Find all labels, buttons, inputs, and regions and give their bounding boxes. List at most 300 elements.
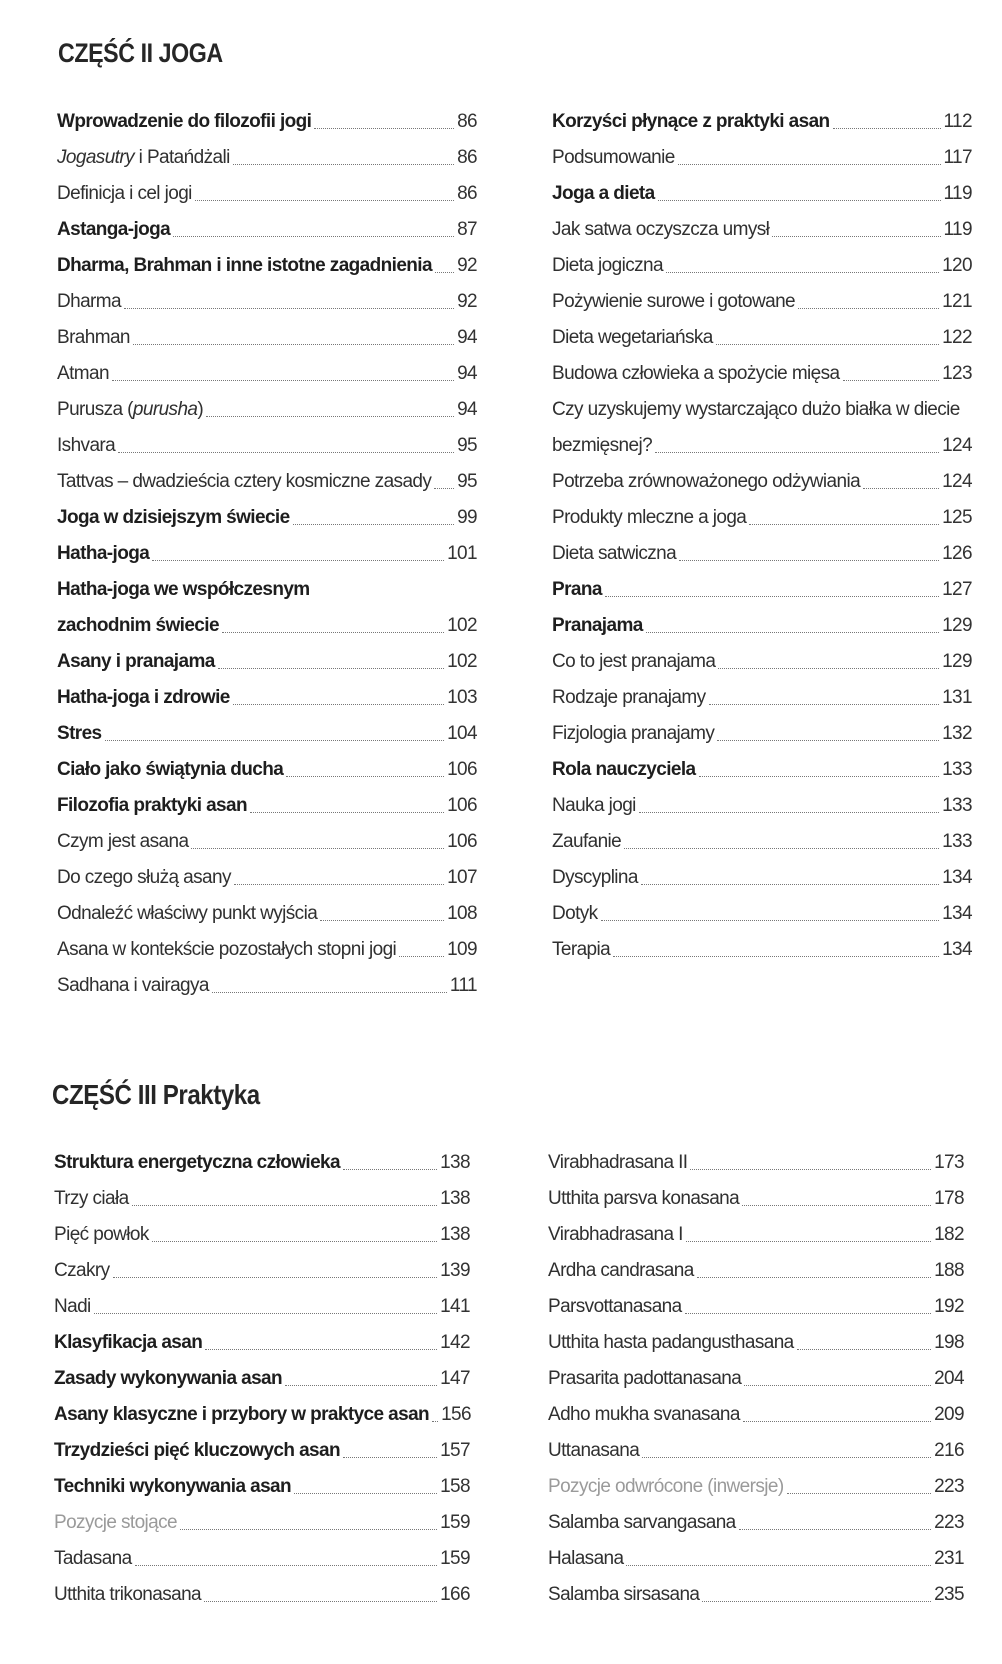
toc-entry bbox=[552, 639, 972, 675]
toc-entry-title: Asany klasyczne i przybory w praktyce asan bbox=[54, 1404, 430, 1425]
dot-leader bbox=[191, 848, 444, 849]
toc-entry-page: 216 bbox=[934, 1440, 964, 1461]
dot-leader bbox=[135, 1565, 437, 1566]
toc-entry bbox=[552, 927, 972, 963]
toc-entry-title: Czym jest asana bbox=[57, 831, 189, 852]
toc-entry-page: 123 bbox=[942, 363, 972, 384]
dot-leader bbox=[234, 884, 444, 885]
toc-entry bbox=[57, 135, 477, 171]
dot-leader bbox=[399, 956, 444, 957]
dot-leader bbox=[716, 344, 939, 345]
toc-entry-title: Pozycje stojące bbox=[54, 1512, 178, 1533]
dot-leader bbox=[613, 956, 939, 957]
dot-leader bbox=[118, 452, 454, 453]
toc-entry-title: Fizjologia pranajamy bbox=[552, 723, 715, 744]
toc-entry bbox=[54, 1320, 470, 1356]
toc-entry-page: 94 bbox=[457, 399, 477, 420]
dot-leader bbox=[646, 632, 939, 633]
toc-entry bbox=[57, 783, 477, 819]
toc-entry-page: 235 bbox=[934, 1584, 964, 1605]
dot-leader bbox=[717, 740, 939, 741]
dot-leader bbox=[152, 560, 444, 561]
toc-entry-page: 129 bbox=[942, 651, 972, 672]
toc-entry-title: Joga a dieta bbox=[552, 183, 655, 204]
dot-leader bbox=[679, 560, 939, 561]
dot-leader bbox=[112, 380, 454, 381]
dot-leader bbox=[626, 1565, 931, 1566]
toc-entry-title: Korzyści płynące z praktyki asan bbox=[552, 111, 830, 132]
toc-entry-page: 126 bbox=[942, 543, 972, 564]
toc-entry bbox=[57, 351, 477, 387]
toc-entry-title: Adho mukha svanasana bbox=[548, 1404, 740, 1425]
toc-entry bbox=[57, 243, 477, 279]
toc-entry-title: Filozofia praktyki asan bbox=[57, 795, 247, 816]
dot-leader bbox=[639, 812, 939, 813]
toc-entry bbox=[552, 891, 972, 927]
toc-entry-title: Utthita parsva konasana bbox=[548, 1188, 740, 1209]
dot-leader bbox=[105, 740, 445, 741]
dot-leader bbox=[314, 128, 454, 129]
dot-leader bbox=[697, 1277, 931, 1278]
toc-entry-title: Asany i pranajama bbox=[57, 651, 215, 672]
toc-entry-page: 198 bbox=[934, 1332, 964, 1353]
toc-entry bbox=[552, 207, 972, 243]
toc-entry-page: 173 bbox=[934, 1152, 964, 1173]
toc-entry bbox=[54, 1212, 470, 1248]
toc-entry-page: 106 bbox=[447, 795, 477, 816]
toc-entry bbox=[54, 1500, 470, 1536]
toc-entry-title: Co to jest pranajama bbox=[552, 651, 716, 672]
toc-entry-title: Rodzaje pranajamy bbox=[552, 687, 706, 708]
toc-entry-title: Pozycje odwrócone (inwersje) bbox=[548, 1476, 784, 1497]
dot-leader bbox=[690, 1169, 931, 1170]
toc-entry bbox=[57, 315, 477, 351]
toc-entry-title: Asana w kontekście pozostałych stopni jogi bbox=[57, 939, 397, 960]
dot-leader bbox=[124, 308, 454, 309]
dot-leader bbox=[285, 1385, 437, 1386]
toc-entry bbox=[552, 711, 972, 747]
toc-entry-page: 231 bbox=[934, 1548, 964, 1569]
toc-entry-page: 120 bbox=[942, 255, 972, 276]
toc-entry-title: Hatha-joga i zdrowie bbox=[57, 687, 230, 708]
toc-entry-title: Parsvottanasana bbox=[548, 1296, 682, 1317]
dot-leader bbox=[744, 1385, 931, 1386]
dot-leader bbox=[863, 488, 939, 489]
toc-entry-page: 121 bbox=[942, 291, 972, 312]
toc-entry bbox=[552, 243, 972, 279]
toc-entry-page: 156 bbox=[441, 1404, 471, 1425]
toc-entry-title: Zaufanie bbox=[552, 831, 622, 852]
dot-leader bbox=[434, 488, 454, 489]
toc-entry bbox=[548, 1392, 964, 1428]
toc-entry bbox=[552, 819, 972, 855]
dot-leader bbox=[133, 344, 454, 345]
toc-entry-title: Dharma bbox=[57, 291, 121, 312]
toc-entry-title: Dharma, Brahman i inne istotne zagadnienia bbox=[57, 255, 432, 276]
toc-entry-page: 124 bbox=[942, 471, 972, 492]
toc-entry-title: Nadi bbox=[54, 1296, 91, 1317]
toc-entry-title: Techniki wykonywania asan bbox=[54, 1476, 292, 1497]
toc-entry-title: Hatha-joga bbox=[57, 543, 150, 564]
toc-entry bbox=[552, 135, 972, 171]
toc-entry bbox=[54, 1464, 470, 1500]
toc-entry-title: Hatha-joga we współczesnym bbox=[57, 579, 310, 600]
toc-entry-title: Trzy ciała bbox=[54, 1188, 129, 1209]
dot-leader bbox=[749, 524, 939, 525]
toc-entry-title: Klasyfikacja asan bbox=[54, 1332, 203, 1353]
toc-column-part2-right bbox=[552, 99, 972, 963]
dot-leader bbox=[343, 1169, 437, 1170]
toc-entry-title: Astanga-joga bbox=[57, 219, 171, 240]
toc-entry-title: Podsumowanie bbox=[552, 147, 675, 168]
dot-leader bbox=[205, 1349, 437, 1350]
toc-entry bbox=[548, 1176, 964, 1212]
dot-leader bbox=[113, 1277, 438, 1278]
toc-entry bbox=[552, 423, 972, 459]
toc-entry-page: 102 bbox=[447, 615, 477, 636]
toc-entry-page: 139 bbox=[440, 1260, 470, 1281]
dot-leader bbox=[204, 1601, 437, 1602]
toc-entry bbox=[54, 1536, 470, 1572]
dot-leader bbox=[666, 272, 939, 273]
toc-entry-title: Dieta jogiczna bbox=[552, 255, 663, 276]
toc-entry bbox=[548, 1356, 964, 1392]
toc-entry-title: Nauka jogi bbox=[552, 795, 636, 816]
toc-entry bbox=[548, 1248, 964, 1284]
toc-entry-page: 94 bbox=[457, 327, 477, 348]
toc-entry-page: 106 bbox=[447, 759, 477, 780]
dot-leader bbox=[132, 1205, 438, 1206]
toc-entry-title: Struktura energetyczna człowieka bbox=[54, 1152, 340, 1173]
dot-leader bbox=[233, 704, 444, 705]
toc-entry-page: 95 bbox=[457, 435, 477, 456]
toc-entry-title: Czakry bbox=[54, 1260, 110, 1281]
toc-entry-title: Odnaleźć właściwy punkt wyjścia bbox=[57, 903, 318, 924]
toc-entry-page: 182 bbox=[934, 1224, 964, 1245]
dot-leader bbox=[739, 1529, 931, 1530]
toc-entry-page: 102 bbox=[447, 651, 477, 672]
toc-entry-title: Brahman bbox=[57, 327, 130, 348]
toc-entry-title: Virabhadrasana I bbox=[548, 1224, 683, 1245]
toc-entry-page: 86 bbox=[457, 147, 477, 168]
toc-entry bbox=[552, 783, 972, 819]
toc-entry-title: Prana bbox=[552, 579, 602, 600]
toc-entry bbox=[548, 1212, 964, 1248]
toc-entry-title: Terapia bbox=[552, 939, 611, 960]
dot-leader bbox=[195, 200, 454, 201]
toc-entry bbox=[552, 279, 972, 315]
dot-leader bbox=[843, 380, 940, 381]
dot-leader bbox=[833, 128, 941, 129]
toc-entry-page: 223 bbox=[934, 1512, 964, 1533]
toc-entry bbox=[552, 99, 972, 135]
toc-entry-page: 134 bbox=[942, 903, 972, 924]
toc-entry-title: Trzydzieści pięć kluczowych asan bbox=[54, 1440, 340, 1461]
toc-entry-page: 133 bbox=[942, 831, 972, 852]
dot-leader bbox=[798, 308, 939, 309]
toc-entry bbox=[548, 1536, 964, 1572]
dot-leader bbox=[641, 884, 939, 885]
toc-entry-page: 109 bbox=[447, 939, 477, 960]
toc-entry-title: Purusza (purusha) bbox=[57, 399, 204, 420]
toc-entry-title: zachodnim świecie bbox=[57, 615, 219, 636]
toc-entry bbox=[552, 855, 972, 891]
toc-entry bbox=[552, 495, 972, 531]
toc-entry-title: bezmięsnej? bbox=[552, 435, 653, 456]
toc-entry-title: Pięć powłok bbox=[54, 1224, 149, 1245]
part3-title: CZĘŚĆ III Praktyka bbox=[52, 1079, 260, 1110]
toc-entry-title: Prasarita padottanasana bbox=[548, 1368, 742, 1389]
toc-entry bbox=[54, 1284, 470, 1320]
toc-entry-title: Wprowadzenie do filozofii jogi bbox=[57, 111, 312, 132]
dot-leader bbox=[787, 1493, 932, 1494]
toc-entry bbox=[57, 531, 477, 567]
toc-entry bbox=[57, 387, 477, 423]
dot-leader bbox=[435, 272, 454, 273]
toc-entry bbox=[552, 603, 972, 639]
toc-entry bbox=[57, 279, 477, 315]
toc-entry-page: 119 bbox=[943, 219, 972, 240]
toc-entry bbox=[57, 675, 477, 711]
toc-entry bbox=[548, 1140, 964, 1176]
toc-entry-title: Salamba sarvangasana bbox=[548, 1512, 736, 1533]
toc-entry-page: 142 bbox=[440, 1332, 470, 1353]
toc-entry-title: Budowa człowieka a spożycie mięsa bbox=[552, 363, 840, 384]
toc-entry-page: 92 bbox=[457, 291, 477, 312]
dot-leader bbox=[624, 848, 939, 849]
toc-entry-title: Uttanasana bbox=[548, 1440, 640, 1461]
toc-entry bbox=[552, 675, 972, 711]
toc-entry-title: Ardha candrasana bbox=[548, 1260, 694, 1281]
toc-entry bbox=[57, 495, 477, 531]
toc-entry bbox=[54, 1428, 470, 1464]
toc-entry-page: 158 bbox=[440, 1476, 470, 1497]
toc-entry-title: Zasady wykonywania asan bbox=[54, 1368, 283, 1389]
toc-entry-page: 87 bbox=[457, 219, 477, 240]
toc-entry-title: Dieta satwiczna bbox=[552, 543, 677, 564]
toc-entry bbox=[57, 459, 477, 495]
toc-entry-page: 166 bbox=[440, 1584, 470, 1605]
toc-entry bbox=[548, 1500, 964, 1536]
toc-entry-title: Dotyk bbox=[552, 903, 598, 924]
part2-title: CZĘŚĆ II JOGA bbox=[58, 38, 223, 68]
toc-entry-title: Czy uzyskujemy wystarczająco dużo białka w diecie bbox=[552, 399, 960, 420]
toc-entry-title: Utthita trikonasana bbox=[54, 1584, 202, 1605]
dot-leader bbox=[432, 1421, 438, 1422]
toc-entry-page: 209 bbox=[934, 1404, 964, 1425]
toc-entry-page: 178 bbox=[934, 1188, 964, 1209]
dot-leader bbox=[605, 596, 939, 597]
toc-entry-title: Pożywienie surowe i gotowane bbox=[552, 291, 796, 312]
dot-leader bbox=[250, 812, 444, 813]
dot-leader bbox=[286, 776, 444, 777]
toc-entry bbox=[57, 963, 477, 999]
dot-leader bbox=[320, 920, 444, 921]
dot-leader bbox=[686, 1241, 931, 1242]
toc-entry bbox=[54, 1356, 470, 1392]
toc-entry-page: 86 bbox=[457, 111, 477, 132]
toc-entry bbox=[57, 603, 477, 639]
toc-entry-page: 138 bbox=[440, 1188, 470, 1209]
toc-entry-page: 95 bbox=[457, 471, 477, 492]
toc-entry-page: 188 bbox=[934, 1260, 964, 1281]
toc-entry-title: Rola nauczyciela bbox=[552, 759, 696, 780]
dot-leader bbox=[797, 1349, 931, 1350]
toc-entry bbox=[54, 1392, 470, 1428]
toc-entry bbox=[57, 711, 477, 747]
toc-entry-page: 127 bbox=[942, 579, 972, 600]
toc-entry bbox=[552, 459, 972, 495]
toc-entry bbox=[552, 351, 972, 387]
toc-entry-page: 103 bbox=[447, 687, 477, 708]
dot-leader bbox=[685, 1313, 932, 1314]
toc-entry bbox=[548, 1284, 964, 1320]
dot-leader bbox=[173, 236, 454, 237]
toc-entry-page: 94 bbox=[457, 363, 477, 384]
toc-entry bbox=[57, 747, 477, 783]
toc-entry-page: 107 bbox=[447, 867, 477, 888]
toc-entry bbox=[54, 1248, 470, 1284]
toc-entry-title: Tadasana bbox=[54, 1548, 132, 1569]
toc-entry-page: 117 bbox=[943, 147, 972, 168]
dot-leader bbox=[293, 524, 454, 525]
toc-entry bbox=[57, 423, 477, 459]
dot-leader bbox=[699, 776, 940, 777]
toc-entry-page: 86 bbox=[457, 183, 477, 204]
toc-entry-page: 159 bbox=[440, 1512, 470, 1533]
toc-entry-page: 104 bbox=[447, 723, 477, 744]
dot-leader bbox=[678, 164, 941, 165]
toc-column-part2-left bbox=[57, 99, 477, 999]
toc-entry-page: 204 bbox=[934, 1368, 964, 1389]
toc-entry-page: 131 bbox=[942, 687, 972, 708]
toc-entry bbox=[54, 1140, 470, 1176]
toc-entry-title: Virabhadrasana II bbox=[548, 1152, 688, 1173]
dot-leader bbox=[601, 920, 940, 921]
toc-entry bbox=[552, 567, 972, 603]
toc-entry bbox=[552, 747, 972, 783]
toc-entry-title: Salamba sirsasana bbox=[548, 1584, 700, 1605]
toc-entry bbox=[57, 171, 477, 207]
dot-leader bbox=[658, 200, 941, 201]
dot-leader bbox=[206, 416, 454, 417]
toc-entry-page: 134 bbox=[942, 867, 972, 888]
dot-leader bbox=[212, 992, 447, 993]
toc-entry-page: 223 bbox=[934, 1476, 964, 1497]
toc-column-part3-left bbox=[54, 1140, 470, 1608]
toc-entry bbox=[552, 171, 972, 207]
toc-entry-page: 99 bbox=[457, 507, 477, 528]
toc-entry-page: 157 bbox=[440, 1440, 470, 1461]
dot-leader bbox=[94, 1313, 437, 1314]
toc-entry bbox=[57, 927, 477, 963]
toc-entry-title: Ishvara bbox=[57, 435, 116, 456]
toc-entry-page: 106 bbox=[447, 831, 477, 852]
toc-entry-page: 159 bbox=[440, 1548, 470, 1569]
dot-leader bbox=[772, 236, 940, 237]
toc-entry-title: Halasana bbox=[548, 1548, 624, 1569]
toc-entry-title: Tattvas – dwadzieścia cztery kosmiczne zasady bbox=[57, 471, 432, 492]
dot-leader bbox=[642, 1457, 931, 1458]
dot-leader bbox=[655, 452, 939, 453]
toc-entry bbox=[57, 891, 477, 927]
toc-entry-page: 122 bbox=[942, 327, 972, 348]
toc-entry-page: 147 bbox=[440, 1368, 470, 1389]
toc-entry-page: 138 bbox=[440, 1152, 470, 1173]
toc-entry bbox=[57, 99, 477, 135]
toc-entry-title: Jogasutry i Patańdżali bbox=[57, 147, 230, 168]
toc-entry bbox=[552, 531, 972, 567]
toc-entry bbox=[552, 387, 972, 423]
toc-entry-page: 133 bbox=[942, 795, 972, 816]
toc-entry-page: 125 bbox=[942, 507, 972, 528]
dot-leader bbox=[152, 1241, 437, 1242]
toc-entry-page: 138 bbox=[440, 1224, 470, 1245]
dot-leader bbox=[180, 1529, 437, 1530]
toc-entry bbox=[548, 1428, 964, 1464]
toc-entry bbox=[552, 315, 972, 351]
toc-entry bbox=[54, 1176, 470, 1212]
toc-entry-title: Dyscyplina bbox=[552, 867, 638, 888]
toc-entry-page: 101 bbox=[447, 543, 477, 564]
toc-entry-page: 129 bbox=[942, 615, 972, 636]
toc-entry-title: Joga w dzisiejszym świecie bbox=[57, 507, 290, 528]
toc-entry-page: 119 bbox=[943, 183, 972, 204]
dot-leader bbox=[702, 1601, 931, 1602]
toc-entry-page: 108 bbox=[447, 903, 477, 924]
toc-entry bbox=[57, 567, 477, 603]
toc-entry-title: Dieta wegetariańska bbox=[552, 327, 713, 348]
toc-entry-page: 124 bbox=[942, 435, 972, 456]
toc-entry-title: Definicja i cel jogi bbox=[57, 183, 192, 204]
toc-entry bbox=[548, 1464, 964, 1500]
dot-leader bbox=[222, 632, 444, 633]
dot-leader bbox=[343, 1457, 437, 1458]
toc-entry bbox=[548, 1572, 964, 1608]
toc-entry-page: 133 bbox=[942, 759, 972, 780]
toc-entry-title: Ciało jako świątynia ducha bbox=[57, 759, 284, 780]
toc-entry bbox=[57, 639, 477, 675]
dot-leader bbox=[742, 1205, 931, 1206]
toc-entry-title: Utthita hasta padangusthasana bbox=[548, 1332, 794, 1353]
toc-entry-title: Pranajama bbox=[552, 615, 643, 636]
toc-entry bbox=[57, 855, 477, 891]
toc-entry bbox=[548, 1320, 964, 1356]
toc-entry-title: Stres bbox=[57, 723, 102, 744]
toc-entry-title: Do czego służą asany bbox=[57, 867, 231, 888]
toc-entry-title: Potrzeba zrównoważonego odżywiania bbox=[552, 471, 861, 492]
toc-entry-title: Produkty mleczne a joga bbox=[552, 507, 747, 528]
dot-leader bbox=[709, 704, 940, 705]
dot-leader bbox=[743, 1421, 931, 1422]
toc-entry-page: 192 bbox=[934, 1296, 964, 1317]
toc-entry bbox=[57, 207, 477, 243]
toc-entry-page: 112 bbox=[943, 111, 972, 132]
toc-column-part3-right bbox=[548, 1140, 964, 1608]
toc-entry-title: Atman bbox=[57, 363, 109, 384]
toc-entry-page: 111 bbox=[449, 975, 477, 996]
dot-leader bbox=[233, 164, 454, 165]
toc-entry-page: 132 bbox=[942, 723, 972, 744]
toc-entry bbox=[57, 819, 477, 855]
toc-entry-page: 141 bbox=[440, 1296, 470, 1317]
toc-entry-title: Sadhana i vairagya bbox=[57, 975, 209, 996]
dot-leader bbox=[294, 1493, 437, 1494]
toc-entry bbox=[54, 1572, 470, 1608]
dot-leader bbox=[718, 668, 939, 669]
toc-entry-page: 134 bbox=[942, 939, 972, 960]
toc-entry-page: 92 bbox=[457, 255, 477, 276]
